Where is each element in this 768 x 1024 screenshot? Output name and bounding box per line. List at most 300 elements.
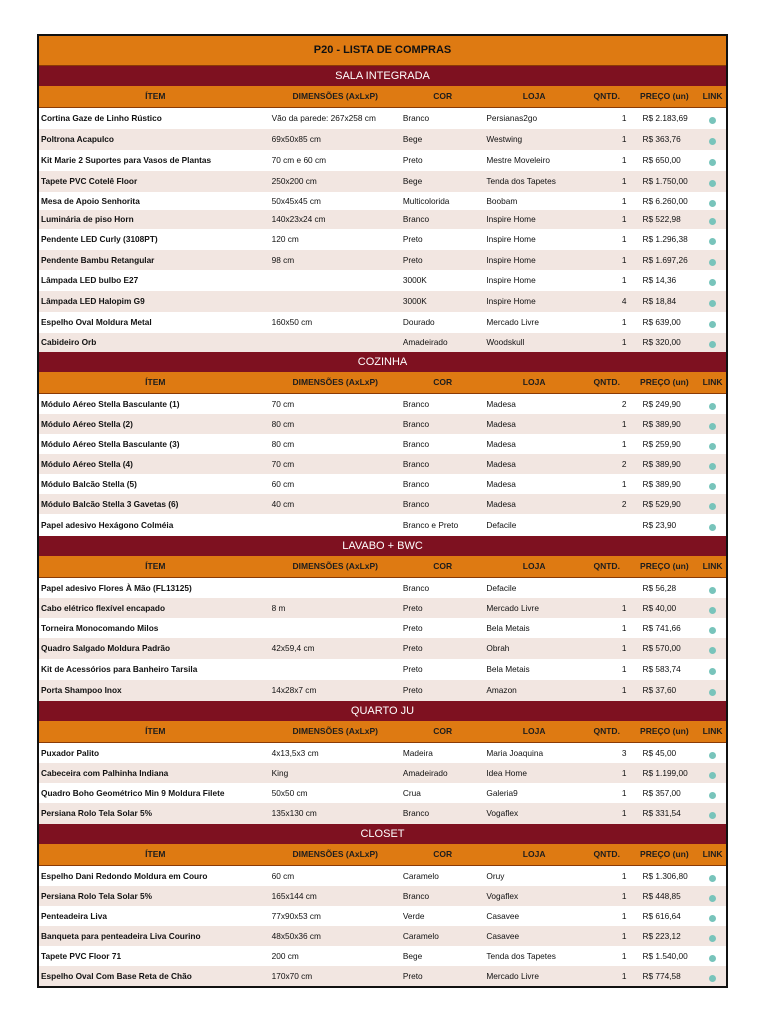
item-quantity: 3	[621, 748, 627, 758]
item-link[interactable]	[699, 578, 726, 598]
item-store: Woodskull	[486, 337, 525, 347]
item-dimensions: 8 m	[271, 603, 286, 613]
item-link[interactable]	[699, 210, 726, 229]
link-dot-icon[interactable]	[709, 200, 716, 207]
item-price: R$ 529,90	[642, 499, 681, 509]
table-row	[39, 494, 726, 514]
item-quantity: 1	[621, 768, 627, 778]
column-header-price: PREÇO (un)	[640, 726, 689, 736]
item-color: Branco e Preto	[402, 520, 459, 530]
table-row	[39, 926, 726, 946]
item-price: R$ 522,98	[642, 214, 681, 224]
item-name: Penteadeira Liva	[41, 911, 107, 921]
item-store: Galeria9	[486, 788, 518, 798]
column-header-color: COR	[433, 91, 453, 101]
link-dot-icon[interactable]	[709, 159, 716, 166]
item-name: Luminária de piso Horn	[41, 214, 134, 224]
item-store: Inspire Home	[486, 234, 536, 244]
item-quantity: 1	[621, 664, 627, 674]
section-rows	[39, 394, 726, 536]
item-quantity	[584, 578, 630, 598]
item-price: R$ 650,00	[642, 155, 681, 165]
item-link[interactable]	[699, 514, 726, 536]
item-quantity: 1	[621, 255, 627, 265]
item-color: Preto	[402, 234, 423, 244]
item-color: Bege	[402, 951, 423, 961]
table-row	[39, 454, 726, 474]
item-dimensions: 70 cm	[271, 399, 295, 409]
item-dimensions: King	[271, 768, 289, 778]
item-store: Madesa	[486, 419, 516, 429]
section-rows	[39, 743, 726, 824]
item-link[interactable]	[699, 966, 726, 986]
item-color: Amadeirado	[402, 768, 448, 778]
item-store: Vogaflex	[486, 808, 519, 818]
link-dot-icon[interactable]	[709, 503, 716, 510]
link-dot-icon[interactable]	[709, 483, 716, 490]
item-quantity: 1	[621, 317, 627, 327]
item-name: Módulo Aéreo Stella Basculante (1)	[41, 399, 180, 409]
table-row	[39, 312, 726, 333]
column-header-item: ÍTEM	[145, 91, 166, 101]
item-price: R$ 639,00	[642, 317, 681, 327]
column-header-dimensions: DIMENSÕES (AxLxP)	[292, 91, 379, 101]
item-quantity: 1	[621, 479, 627, 489]
item-dimensions: 70 cm	[271, 459, 295, 469]
link-dot-icon[interactable]	[709, 180, 716, 187]
item-name: Tapete PVC Floor 71	[41, 951, 122, 961]
link-dot-icon[interactable]	[709, 792, 716, 799]
item-dimensions: 140x23x24 cm	[271, 214, 326, 224]
item-link[interactable]	[699, 250, 726, 270]
item-price: R$ 331,54	[642, 808, 681, 818]
item-link[interactable]	[699, 906, 726, 926]
item-dimensions: 98 cm	[271, 255, 295, 265]
item-color: Caramelo	[402, 871, 439, 881]
item-dimensions	[270, 291, 401, 312]
item-color: Crua	[402, 788, 421, 798]
item-link[interactable]	[699, 150, 726, 171]
link-dot-icon[interactable]	[709, 772, 716, 779]
item-name: Tapete PVC Cotelê Floor	[41, 176, 138, 186]
table-row	[39, 171, 726, 192]
page-title: P20 - LISTA DE COMPRAS	[39, 36, 726, 66]
item-store: Inspire Home	[486, 275, 536, 285]
item-name: Persiana Rolo Tela Solar 5%	[41, 808, 152, 818]
item-store: Persianas2go	[486, 113, 538, 123]
section-lavabo-bwc	[39, 536, 726, 701]
column-header-row	[39, 844, 726, 866]
column-header-dimensions: DIMENSÕES (AxLxP)	[292, 377, 379, 387]
item-price: R$ 23,90	[642, 520, 677, 530]
link-dot-icon[interactable]	[709, 341, 716, 348]
item-store: Bela Metais	[486, 664, 530, 674]
column-header-dimensions: DIMENSÕES (AxLxP)	[292, 561, 379, 571]
item-name: Espelho Dani Redondo Moldura em Couro	[41, 871, 208, 881]
table-row	[39, 333, 726, 352]
column-header-item: ÍTEM	[145, 561, 166, 571]
column-header-color: COR	[433, 377, 453, 387]
item-name: Papel adesivo Flores À Mão (FL13125)	[41, 583, 192, 593]
item-store: Mercado Livre	[486, 971, 539, 981]
item-dimensions	[270, 270, 401, 291]
link-dot-icon[interactable]	[709, 279, 716, 286]
item-link[interactable]	[699, 333, 726, 352]
item-link[interactable]	[699, 454, 726, 474]
item-store: Casavee	[486, 931, 520, 941]
table-row	[39, 866, 726, 886]
item-dimensions: Vão da parede: 267x258 cm	[271, 113, 376, 123]
item-quantity: 1	[621, 337, 627, 347]
item-quantity: 1	[621, 275, 627, 285]
item-color: Branco	[402, 479, 430, 489]
item-dimensions: 80 cm	[271, 419, 295, 429]
item-link[interactable]	[699, 192, 726, 210]
item-quantity: 1	[621, 788, 627, 798]
item-price: R$ 616,64	[642, 911, 681, 921]
column-header-store: LOJA	[522, 726, 546, 736]
item-store: Boobam	[486, 196, 518, 206]
item-link[interactable]	[699, 803, 726, 824]
column-header-item: ÍTEM	[145, 849, 166, 859]
item-color: Preto	[402, 971, 423, 981]
column-header-row	[39, 721, 726, 743]
item-price: R$ 357,00	[642, 788, 681, 798]
item-link[interactable]	[699, 494, 726, 514]
item-color: Branco	[402, 439, 430, 449]
link-dot-icon[interactable]	[709, 935, 716, 942]
item-link[interactable]	[699, 659, 726, 680]
table-row	[39, 803, 726, 824]
link-dot-icon[interactable]	[709, 117, 716, 124]
item-quantity: 1	[621, 685, 627, 695]
link-dot-icon[interactable]	[709, 627, 716, 634]
item-dimensions: 77x90x53 cm	[271, 911, 321, 921]
link-dot-icon[interactable]	[709, 138, 716, 145]
item-link[interactable]	[699, 108, 726, 129]
item-price: R$ 2.183,69	[642, 113, 688, 123]
item-price: R$ 37,60	[642, 685, 677, 695]
item-color: Amadeirado	[402, 337, 448, 347]
table-row	[39, 108, 726, 129]
item-price: R$ 570,00	[642, 643, 681, 653]
item-price: R$ 18,84	[642, 296, 677, 306]
item-dimensions: 135x130 cm	[271, 808, 317, 818]
item-store: Mercado Livre	[486, 603, 539, 613]
link-dot-icon[interactable]	[709, 975, 716, 982]
column-header-color: COR	[433, 561, 453, 571]
item-link[interactable]	[699, 763, 726, 783]
item-quantity: 1	[621, 439, 627, 449]
item-link[interactable]	[699, 414, 726, 434]
column-header-link: LINK	[702, 561, 723, 571]
section-header: CLOSET	[39, 824, 726, 844]
item-color: 3000K	[402, 275, 427, 285]
column-header-row	[39, 372, 726, 394]
item-link[interactable]	[699, 270, 726, 291]
item-price: R$ 389,90	[642, 459, 681, 469]
item-color: Madeira	[402, 748, 433, 758]
item-dimensions	[270, 333, 401, 352]
section-cozinha	[39, 352, 726, 536]
table-row	[39, 514, 726, 536]
item-name: Módulo Aéreo Stella (2)	[41, 419, 133, 429]
item-color: Branco	[402, 891, 430, 901]
section-rows	[39, 578, 726, 701]
item-dimensions	[270, 618, 401, 638]
link-dot-icon[interactable]	[709, 689, 716, 696]
item-store: Madesa	[486, 479, 516, 489]
item-color: Branco	[402, 499, 430, 509]
item-quantity: 1	[621, 419, 627, 429]
table-row	[39, 618, 726, 638]
item-dimensions: 50x50 cm	[271, 788, 308, 798]
table-row	[39, 291, 726, 312]
item-store: Mercado Livre	[486, 317, 539, 327]
item-store: Bela Metais	[486, 623, 530, 633]
item-quantity: 2	[621, 499, 627, 509]
section-quarto-ju	[39, 701, 726, 824]
item-dimensions: 200 cm	[271, 951, 299, 961]
item-color: Branco	[402, 399, 430, 409]
table-row	[39, 150, 726, 171]
link-dot-icon[interactable]	[709, 218, 716, 225]
table-row	[39, 763, 726, 783]
section-header: LAVABO + BWC	[39, 536, 726, 556]
column-header-link: LINK	[702, 91, 723, 101]
item-link[interactable]	[699, 618, 726, 638]
item-price: R$ 320,00	[642, 337, 681, 347]
column-header-store: LOJA	[522, 561, 546, 571]
link-dot-icon[interactable]	[709, 463, 716, 470]
item-price: R$ 45,00	[642, 748, 677, 758]
table-row	[39, 783, 726, 803]
link-dot-icon[interactable]	[709, 587, 716, 594]
item-quantity: 1	[621, 113, 627, 123]
item-color: Preto	[402, 603, 423, 613]
link-dot-icon[interactable]	[709, 300, 716, 307]
item-name: Poltrona Acapulco	[41, 134, 114, 144]
table-row	[39, 659, 726, 680]
item-price: R$ 389,90	[642, 419, 681, 429]
item-dimensions: 120 cm	[271, 234, 299, 244]
item-price: R$ 40,00	[642, 603, 677, 613]
item-dimensions	[270, 514, 401, 536]
link-dot-icon[interactable]	[709, 955, 716, 962]
item-color: Caramelo	[402, 931, 439, 941]
column-header-link: LINK	[702, 849, 723, 859]
item-link[interactable]	[699, 312, 726, 333]
table-row	[39, 414, 726, 434]
item-name: Torneira Monocomando Milos	[41, 623, 159, 633]
item-name: Cabideiro Orb	[41, 337, 97, 347]
item-name: Espelho Oval Moldura Metal	[41, 317, 152, 327]
item-link[interactable]	[699, 394, 726, 414]
item-quantity: 1	[621, 971, 627, 981]
column-header-price: PREÇO (un)	[640, 91, 689, 101]
section-closet	[39, 824, 726, 986]
section-rows	[39, 866, 726, 986]
item-name: Lâmpada LED bulbo E27	[41, 275, 139, 285]
item-dimensions: 165x144 cm	[271, 891, 317, 901]
link-dot-icon[interactable]	[709, 875, 716, 882]
table-row	[39, 250, 726, 270]
item-store: Obrah	[486, 643, 510, 653]
table-row	[39, 474, 726, 494]
item-price: R$ 1.540,00	[642, 951, 688, 961]
link-dot-icon[interactable]	[709, 403, 716, 410]
item-link[interactable]	[699, 171, 726, 192]
item-link[interactable]	[699, 783, 726, 803]
item-store: Defacile	[486, 583, 517, 593]
item-color: 3000K	[402, 296, 427, 306]
item-link[interactable]	[699, 598, 726, 618]
item-color: Branco	[402, 419, 430, 429]
link-dot-icon[interactable]	[709, 607, 716, 614]
item-price: R$ 363,76	[642, 134, 681, 144]
item-name: Módulo Balcão Stella 3 Gavetas (6)	[41, 499, 179, 509]
item-link[interactable]	[699, 926, 726, 946]
item-store: Westwing	[486, 134, 523, 144]
item-store: Madesa	[486, 439, 516, 449]
table-row	[39, 966, 726, 986]
table-row	[39, 270, 726, 291]
item-store: Idea Home	[486, 768, 527, 778]
link-dot-icon[interactable]	[709, 812, 716, 819]
link-dot-icon[interactable]	[709, 647, 716, 654]
item-dimensions: 69x50x85 cm	[271, 134, 321, 144]
item-link[interactable]	[699, 474, 726, 494]
item-price: R$ 389,90	[642, 479, 681, 489]
link-dot-icon[interactable]	[709, 895, 716, 902]
item-color: Preto	[402, 155, 423, 165]
item-name: Módulo Aéreo Stella (4)	[41, 459, 133, 469]
column-header-item: ÍTEM	[145, 726, 166, 736]
link-dot-icon[interactable]	[709, 423, 716, 430]
item-quantity: 4	[621, 296, 627, 306]
item-color: Preto	[402, 685, 423, 695]
item-store: Vogaflex	[486, 891, 519, 901]
section-header: COZINHA	[39, 352, 726, 372]
item-color: Dourado	[402, 317, 435, 327]
item-link[interactable]	[699, 743, 726, 763]
item-link[interactable]	[699, 680, 726, 701]
link-dot-icon[interactable]	[709, 524, 716, 531]
link-dot-icon[interactable]	[709, 752, 716, 759]
item-dimensions: 60 cm	[271, 871, 295, 881]
item-store: Madesa	[486, 499, 516, 509]
item-store: Inspire Home	[486, 296, 536, 306]
item-name: Banqueta para penteadeira Liva Courino	[41, 931, 201, 941]
column-header-store: LOJA	[522, 91, 546, 101]
item-quantity: 1	[621, 155, 627, 165]
item-color: Verde	[402, 911, 425, 921]
column-header-price: PREÇO (un)	[640, 377, 689, 387]
link-dot-icon[interactable]	[709, 443, 716, 450]
item-link[interactable]	[699, 129, 726, 150]
item-name: Kit de Acessórios para Banheiro Tarsila	[41, 664, 198, 674]
item-color: Preto	[402, 623, 423, 633]
item-price: R$ 741,66	[642, 623, 681, 633]
table-row	[39, 743, 726, 763]
item-dimensions: 14x28x7 cm	[271, 685, 317, 695]
item-dimensions: 60 cm	[271, 479, 295, 489]
item-quantity: 2	[621, 399, 627, 409]
item-link[interactable]	[699, 866, 726, 886]
item-link[interactable]	[699, 291, 726, 312]
item-name: Persiana Rolo Tela Solar 5%	[41, 891, 152, 901]
item-quantity: 1	[621, 623, 627, 633]
item-price: R$ 1.697,26	[642, 255, 688, 265]
link-dot-icon[interactable]	[709, 668, 716, 675]
item-store: Defacile	[486, 520, 517, 530]
item-price: R$ 1.199,00	[642, 768, 688, 778]
link-dot-icon[interactable]	[709, 238, 716, 245]
item-name: Puxador Palito	[41, 748, 100, 758]
item-name: Módulo Balcão Stella (5)	[41, 479, 137, 489]
item-price: R$ 249,90	[642, 399, 681, 409]
link-dot-icon[interactable]	[709, 915, 716, 922]
item-store: Mestre Moveleiro	[486, 155, 550, 165]
column-header-quantity: QNTD.	[593, 377, 620, 387]
item-store: Madesa	[486, 399, 516, 409]
item-quantity	[584, 514, 630, 536]
table-row	[39, 680, 726, 701]
item-name: Cabeceira com Palhinha Indiana	[41, 768, 169, 778]
item-color: Branco	[402, 113, 430, 123]
item-quantity: 1	[621, 808, 627, 818]
item-dimensions: 170x70 cm	[271, 971, 313, 981]
item-price: R$ 1.296,38	[642, 234, 688, 244]
item-link[interactable]	[699, 638, 726, 659]
item-dimensions	[270, 578, 401, 598]
column-header-dimensions: DIMENSÕES (AxLxP)	[292, 726, 379, 736]
item-price: R$ 448,85	[642, 891, 681, 901]
column-header-link: LINK	[702, 377, 723, 387]
item-price: R$ 774,58	[642, 971, 681, 981]
item-quantity: 1	[621, 931, 627, 941]
item-link[interactable]	[699, 434, 726, 454]
item-dimensions	[270, 659, 401, 680]
item-price: R$ 56,28	[642, 583, 677, 593]
table-row	[39, 906, 726, 926]
item-dimensions: 160x50 cm	[271, 317, 313, 327]
item-price: R$ 259,90	[642, 439, 681, 449]
item-quantity: 1	[621, 603, 627, 613]
item-store: Oruy	[486, 871, 505, 881]
item-dimensions: 50x45x45 cm	[271, 196, 321, 206]
link-dot-icon[interactable]	[709, 259, 716, 266]
item-dimensions: 48x50x36 cm	[271, 931, 321, 941]
table-row	[39, 598, 726, 618]
item-link[interactable]	[699, 886, 726, 906]
column-header-quantity: QNTD.	[593, 91, 620, 101]
item-price: R$ 1.750,00	[642, 176, 688, 186]
table-row	[39, 434, 726, 454]
item-quantity: 2	[621, 459, 627, 469]
item-store: Casavee	[486, 911, 520, 921]
item-color: Branco	[402, 459, 430, 469]
item-name: Porta Shampoo Inox	[41, 685, 122, 695]
item-store: Amazon	[486, 685, 517, 695]
item-link[interactable]	[699, 946, 726, 966]
table-row	[39, 946, 726, 966]
section-header: QUARTO JU	[39, 701, 726, 721]
item-color: Branco	[402, 583, 430, 593]
link-dot-icon[interactable]	[709, 321, 716, 328]
section-rows	[39, 108, 726, 352]
item-link[interactable]	[699, 229, 726, 250]
